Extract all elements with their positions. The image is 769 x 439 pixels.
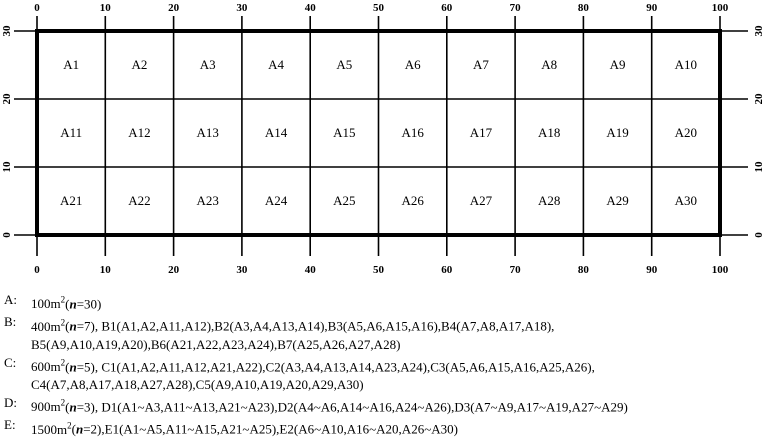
plot-cell-label: A15 <box>333 125 356 140</box>
plot-cell-label: A16 <box>401 125 424 140</box>
y-tick-label: 0 <box>1 232 13 238</box>
plot-cell-label: A28 <box>538 193 561 208</box>
x-axis-top <box>34 2 729 31</box>
sample-count-symbol: n <box>75 421 84 437</box>
sample-count-symbol: n <box>69 358 77 374</box>
plot-cell-label: A6 <box>404 57 421 72</box>
sample-count-symbol: n <box>69 296 77 312</box>
legend-line: $600m^2(n=5)$, C1(A1,A2,A11,A12,A21,A22),C2(A3,A4,A13,A14,A23,A24),C3(A5,A6,A15,A16,A25,A26), <box>31 357 595 374</box>
plot-cell-label: A9 <box>609 57 626 72</box>
area-unit-superscript: 2 <box>60 397 66 408</box>
y-tick-label: 20 <box>1 93 13 105</box>
x-tick-label: 80 <box>577 2 589 14</box>
legend-key: D: <box>4 394 17 410</box>
plot-cell-label: A10 <box>674 57 698 72</box>
x-tick-label: 70 <box>509 264 521 276</box>
y-tick-label: 30 <box>753 25 765 37</box>
area-unit-superscript: 2 <box>67 420 72 431</box>
x-tick-label: 20 <box>168 264 180 276</box>
legend-line: C4(A7,A8,A17,A18,A27,A28),C5(A9,A10,A19,A20,A29,A30) <box>31 376 364 392</box>
area-unit-superscript: 2 <box>60 317 66 328</box>
area-value: $1500m^2$ <box>31 420 72 437</box>
legend-line: B5(A9,A10,A19,A20),B6(A21,A22,A23,A24),B7(A25,A26,A27,A28) <box>31 336 401 352</box>
plot-cell-label: A18 <box>538 125 561 140</box>
plot-cell-label: A13 <box>196 125 219 140</box>
x-tick-label: 10 <box>99 264 111 276</box>
plot-cell-label: A1 <box>63 57 80 72</box>
plot-cell-label: A3 <box>199 57 216 72</box>
y-tick-label: 0 <box>753 232 765 238</box>
plot-cell-label: A25 <box>333 193 356 208</box>
area-unit-superscript: 2 <box>60 295 66 305</box>
x-tick-label: 90 <box>646 2 658 14</box>
sample-count: (n=2), <box>71 421 105 437</box>
y-axis-left <box>1 25 37 238</box>
x-tick-label: 100 <box>711 2 729 14</box>
plot-cell-label: A21 <box>59 193 83 208</box>
plot-cell-label: A8 <box>541 57 558 72</box>
legend-entry <box>4 394 766 416</box>
plot-cell-label: A20 <box>674 125 698 140</box>
x-tick-label: 50 <box>373 2 384 14</box>
legend-entry <box>4 313 766 353</box>
sample-count: (n=5), <box>65 358 99 374</box>
plot-cell-label: A26 <box>401 193 424 208</box>
plot-cell-label: A12 <box>128 125 151 140</box>
area-value: $100m^2$ <box>31 295 66 312</box>
plot-cell-label: A17 <box>469 125 493 140</box>
x-tick-label: 70 <box>509 2 521 14</box>
x-tick-label: 40 <box>304 264 316 276</box>
legend-entry <box>4 291 766 313</box>
legend-line <box>31 291 766 313</box>
plot-cell-label: A27 <box>469 193 493 208</box>
x-tick-label: 90 <box>646 264 658 276</box>
legend-line: $1500m^2(n=2),E1(A1\sim A5,A11\sim A15,A21\sim A25),E2(A6\sim A10,A16\sim A20,A26\sim A30)$ <box>31 420 458 437</box>
plot-cell-label: A14 <box>264 125 288 140</box>
x-tick-label: 80 <box>577 264 589 276</box>
x-tick-label: 50 <box>373 264 384 276</box>
plot-cell-label: A11 <box>60 125 83 140</box>
x-tick-label: 30 <box>236 2 248 14</box>
area-unit-superscript: 2 <box>60 357 66 368</box>
legend <box>4 291 766 439</box>
x-tick-label: 100 <box>711 264 729 276</box>
area-value: $600m^2$ <box>31 357 66 374</box>
y-tick-label: 20 <box>753 93 765 105</box>
plot-cell-label: A2 <box>131 57 148 72</box>
legend-key: A: <box>4 292 17 307</box>
y-axis-right <box>720 25 765 238</box>
sample-count-symbol: n <box>69 318 77 334</box>
plot-cell-label: A22 <box>128 193 151 208</box>
plot-cell-label: A7 <box>473 57 489 72</box>
plot-cell-label: A5 <box>336 57 353 72</box>
sample-count: (n=3), <box>65 399 99 415</box>
plot-cell-label: A24 <box>264 193 288 208</box>
x-tick-label: 40 <box>304 2 316 14</box>
x-tick-label: 60 <box>441 264 453 276</box>
legend-line: $400m^2(n=7)$, B1(A1,A2,A11,A12),B2(A3,A4,A13,A14),B3(A5,A6,A15,A16),B4(A7,A8,A17,A18), <box>31 317 555 334</box>
plot-cell-label: A4 <box>268 57 284 72</box>
sample-count: (n=30) <box>65 296 102 312</box>
legend-entry <box>4 354 766 394</box>
x-tick-label: 0 <box>34 264 40 276</box>
y-tick-label: 30 <box>1 25 13 37</box>
x-tick-label: 60 <box>441 2 453 14</box>
area-value: $400m^2$ <box>31 317 66 334</box>
legend-line: $900m^2(n=3)$, D1(A1~A3,A11~A13,A21~A23),D2(A4~A6,A14~A16,A24~A26),D3(A7~A9,A17~A19,A27~A29) <box>31 397 628 415</box>
plot-cell-label: A23 <box>196 193 219 208</box>
x-tick-label: 20 <box>168 2 180 14</box>
area-value: $900m^2$ <box>31 397 66 415</box>
x-tick-label: 0 <box>34 2 40 14</box>
y-tick-label: 10 <box>1 161 13 173</box>
sample-count-symbol: n <box>69 399 77 415</box>
sample-count: (n=7), <box>65 318 99 334</box>
plot-cell-label: A29 <box>606 193 629 208</box>
plot-cell-label: A19 <box>606 125 629 140</box>
legend-key: E: <box>4 417 16 433</box>
legend-key: C: <box>4 354 17 370</box>
y-tick-label: 10 <box>753 161 765 173</box>
x-tick-label: 30 <box>236 264 248 276</box>
x-axis-bottom <box>34 235 729 276</box>
x-tick-label: 10 <box>99 2 111 14</box>
legend-key: B: <box>4 314 17 330</box>
plot-cell-label: A30 <box>674 193 698 208</box>
